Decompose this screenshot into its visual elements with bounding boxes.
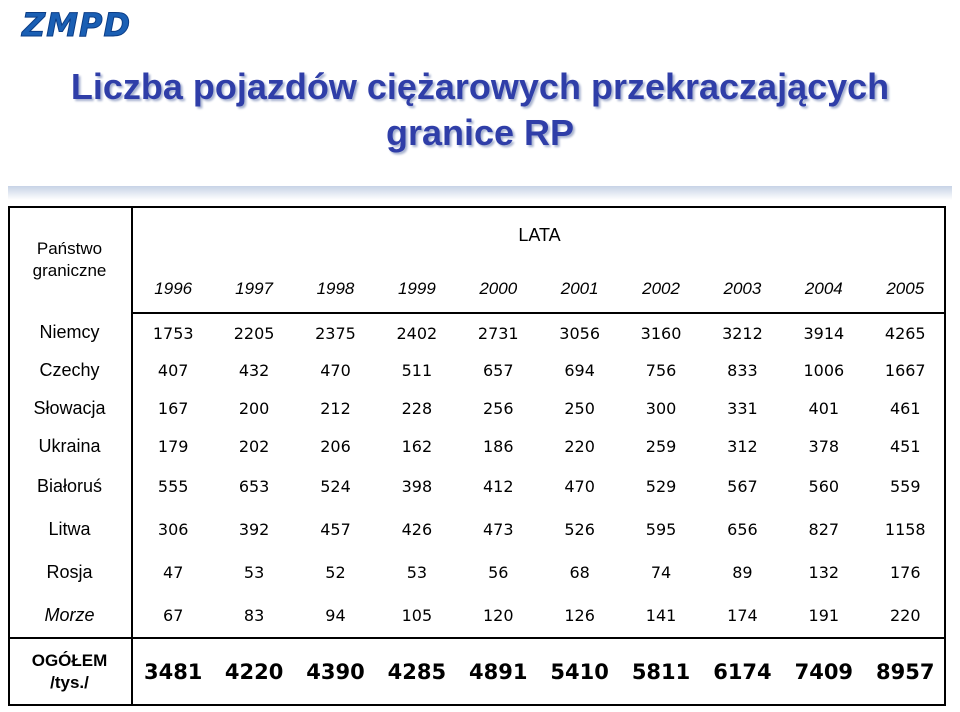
value-cell: 83 (243, 605, 265, 625)
title-line-2: granice RP (385, 112, 575, 153)
value-cell: 300 (645, 399, 677, 419)
value-cell: 555 (157, 477, 189, 497)
value-cell: 94 (325, 605, 346, 625)
value-cell: 461 (889, 399, 921, 419)
value-cell: 432 (238, 361, 270, 381)
country-label: Litwa (8, 508, 132, 551)
value-cell: 256 (482, 399, 514, 419)
value-cell: 312 (727, 436, 758, 456)
value-cell: 67 (163, 605, 184, 625)
value-cell: 186 (482, 436, 514, 456)
value-cell: 3056 (559, 323, 600, 343)
value-cell: 126 (564, 605, 595, 625)
group-header-lata: LATA (518, 225, 561, 246)
zmpd-logo: ZMPD (22, 6, 132, 44)
value-cell: 120 (482, 605, 514, 625)
value-cell: 3160 (640, 323, 682, 343)
value-cell: 470 (320, 361, 351, 381)
value-cell: 412 (482, 477, 514, 497)
total-value-cell: 6174 (702, 638, 783, 706)
value-cell: 426 (401, 519, 433, 539)
year-header: 2001 (539, 265, 620, 313)
year-header: 2000 (458, 265, 539, 313)
total-label-line-1: OGÓŁEM (31, 651, 108, 671)
value-cell: 451 (889, 436, 921, 456)
value-cell: 2731 (477, 323, 519, 343)
value-cell: 1158 (884, 519, 926, 539)
value-cell: 470 (564, 477, 595, 497)
value-cell: 228 (401, 399, 433, 419)
value-cell: 53 (406, 562, 428, 582)
country-label: Rosja (8, 551, 132, 594)
value-cell: 220 (564, 436, 595, 456)
value-cell: 401 (808, 399, 840, 419)
value-cell: 132 (808, 562, 840, 582)
total-value-cell: 5410 (539, 638, 620, 706)
value-cell: 89 (732, 562, 753, 582)
year-header: 2002 (620, 265, 701, 313)
value-cell: 1753 (152, 323, 194, 343)
value-cell: 1006 (803, 361, 845, 381)
year-header: 1997 (213, 265, 294, 313)
value-cell: 567 (727, 477, 758, 497)
value-cell: 191 (808, 605, 840, 625)
value-cell: 162 (401, 436, 433, 456)
total-value-cell: 5811 (620, 638, 701, 706)
value-cell: 206 (320, 436, 351, 456)
country-label: Czechy (8, 352, 132, 390)
value-cell: 200 (238, 399, 270, 419)
value-cell: 595 (645, 519, 677, 539)
page-title (0, 64, 960, 156)
value-cell: 524 (320, 477, 351, 497)
table-frame (8, 206, 946, 706)
corner-label-line-1: Państwo (36, 238, 103, 258)
value-cell: 212 (320, 399, 351, 419)
value-cell: 220 (889, 605, 921, 625)
value-cell: 202 (238, 436, 270, 456)
value-cell: 47 (163, 562, 184, 582)
value-cell: 259 (645, 436, 677, 456)
value-cell: 306 (157, 519, 189, 539)
value-cell: 2375 (315, 323, 356, 343)
total-value-cell: 8957 (865, 638, 946, 706)
value-cell: 833 (727, 361, 758, 381)
total-value-cell: 4390 (295, 638, 376, 706)
value-cell: 559 (889, 477, 921, 497)
year-header: 1999 (376, 265, 457, 313)
value-cell: 167 (157, 399, 189, 419)
value-cell: 3212 (722, 323, 763, 343)
total-value-cell: 4220 (213, 638, 294, 706)
country-label: Białoruś (8, 465, 132, 508)
total-label-line-2: /tys./ (50, 673, 89, 693)
total-value-cell: 4285 (376, 638, 457, 706)
value-cell: 457 (320, 519, 351, 539)
value-cell: 526 (564, 519, 595, 539)
value-cell: 3914 (803, 323, 845, 343)
country-label: Ukraina (8, 427, 132, 465)
corner-label-line-2: graniczne (32, 260, 107, 280)
value-cell: 74 (650, 562, 672, 582)
total-value-cell: 7409 (783, 638, 864, 706)
value-cell: 378 (808, 436, 840, 456)
year-header: 2005 (865, 265, 946, 313)
value-cell: 694 (564, 361, 595, 381)
total-value-cell: 4891 (458, 638, 539, 706)
value-cell: 392 (238, 519, 270, 539)
value-cell: 1667 (884, 361, 926, 381)
value-cell: 473 (482, 519, 514, 539)
value-cell: 2402 (396, 323, 438, 343)
value-cell: 56 (488, 562, 509, 582)
value-cell: 407 (157, 361, 189, 381)
value-cell: 398 (401, 477, 433, 497)
value-cell: 250 (564, 399, 595, 419)
country-label: Morze (8, 594, 132, 638)
value-cell: 2205 (233, 323, 275, 343)
value-cell: 105 (401, 605, 433, 625)
value-cell: 653 (238, 477, 270, 497)
value-cell: 53 (243, 562, 265, 582)
value-cell: 331 (727, 399, 758, 419)
value-cell: 141 (645, 605, 677, 625)
value-cell: 560 (808, 477, 840, 497)
title-line-1: Liczba pojazdów ciężarowych przekraczających (70, 66, 890, 107)
year-header: 2003 (702, 265, 783, 313)
title-underline-bar (8, 186, 952, 200)
value-cell: 827 (808, 519, 840, 539)
value-cell: 4265 (884, 323, 926, 343)
value-cell: 756 (645, 361, 677, 381)
value-cell: 529 (645, 477, 677, 497)
value-cell: 68 (569, 562, 590, 582)
value-cell: 511 (401, 361, 433, 381)
total-value-cell: 3481 (132, 638, 213, 706)
year-header: 2004 (783, 265, 864, 313)
year-header: 1998 (295, 265, 376, 313)
value-cell: 52 (325, 562, 346, 582)
value-cell: 656 (727, 519, 758, 539)
value-cell: 174 (727, 605, 758, 625)
value-cell: 176 (889, 562, 921, 582)
country-label: Słowacja (8, 390, 132, 428)
value-cell: 657 (482, 361, 514, 381)
country-label: Niemcy (8, 313, 132, 352)
value-cell: 179 (157, 436, 189, 456)
year-header: 1996 (132, 265, 213, 313)
